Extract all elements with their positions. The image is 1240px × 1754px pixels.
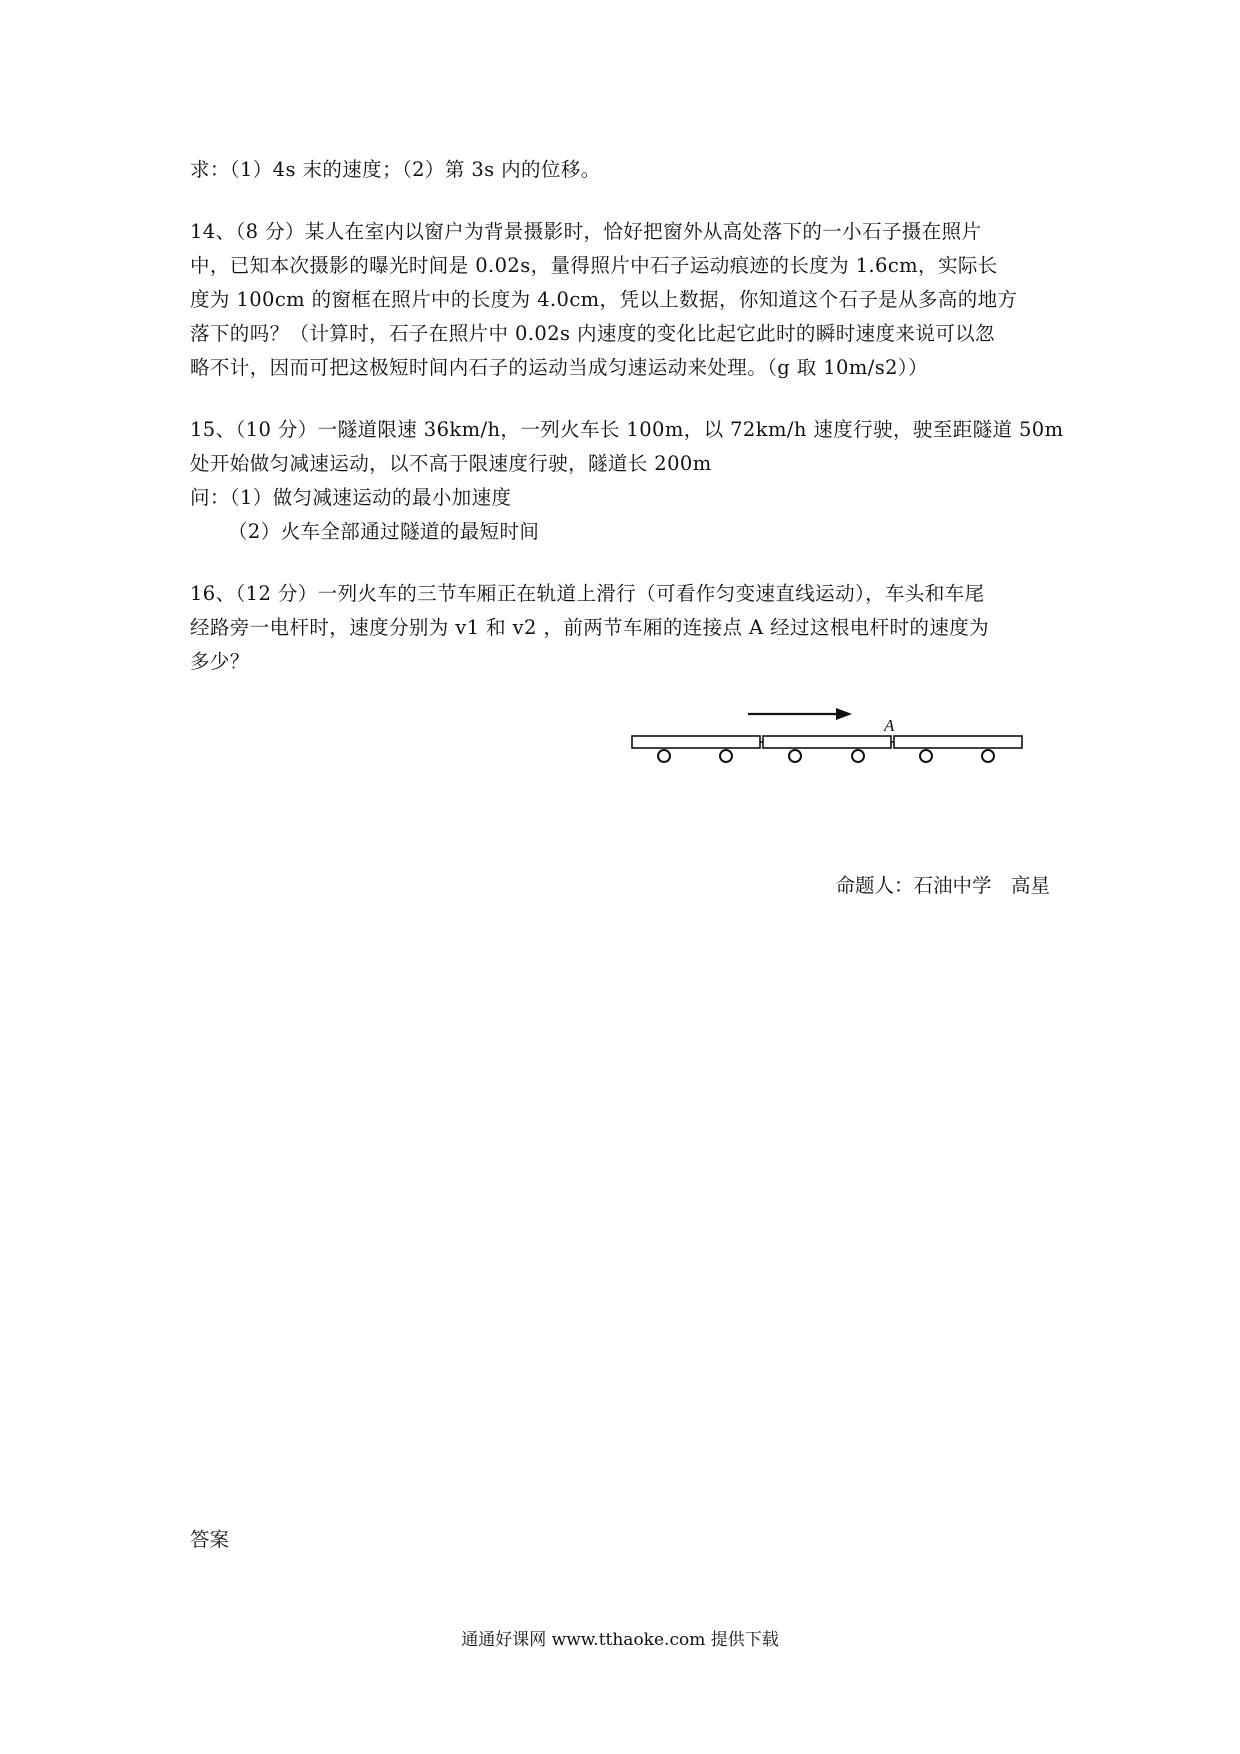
train-car-3 xyxy=(894,736,1022,748)
q14-line-4: 落下的吗？（计算时，石子在照片中 0.02s 内速度的变化比起它此时的瞬时速度来说可以忽 xyxy=(190,322,995,345)
author-credit: 命题人：石油中学 高星 xyxy=(835,874,1050,897)
q14-line-5: 略不计，因而可把这极短时间内石子的运动当成匀速运动来处理。（g 取 10m/s2）） xyxy=(190,356,928,379)
page-footer: 通通好课网 www.tthaoke.com 提供下载 xyxy=(461,1630,779,1650)
q16-line-1: 16、（12 分）一列火车的三节车厢正在轨道上滑行（可看作匀变速直线运动），车头和车尾 xyxy=(190,582,985,605)
q15-question-2: （2）火车全部通过隧道的最短时间 xyxy=(228,520,540,543)
q14-line-3: 度为 100cm 的窗框在照片中的长度为 4.0cm，凭以上数据，你知道这个石子是从多高的地方 xyxy=(190,288,1018,311)
q16-line-2: 经路旁一电杆时，速度分别为 v1 和 v2 ，前两节车厢的连接点 A 经过这根电杆时的速度为 xyxy=(190,616,990,639)
motion-arrow xyxy=(748,708,852,720)
q15-question-1: 问：（1）做匀减速运动的最小加速度 xyxy=(190,486,512,509)
q13-tail: 求：（1）4s 末的速度；（2）第 3s 内的位移。 xyxy=(190,158,601,181)
point-a-label: A xyxy=(884,716,895,735)
answer-heading: 答案 xyxy=(190,1528,230,1551)
wheels xyxy=(658,750,994,762)
q16-line-3: 多少？ xyxy=(190,650,250,673)
q14-line-2: 中，已知本次摄影的曝光时间是 0.02s，量得照片中石子运动痕迹的长度为 1.6cm，实际长 xyxy=(190,254,998,277)
q15-line-2: 处开始做匀减速运动，以不高于限速度行驶，隧道长 200m xyxy=(190,452,712,475)
train-car-2 xyxy=(763,736,891,748)
q15-line-1: 15、（10 分）一隧道限速 36km/h，一列火车长 100m，以 72km/h 速度行驶，驶至距隧道 50m xyxy=(190,418,1064,441)
train-diagram xyxy=(620,696,1040,766)
q14-line-1: 14、（8 分）某人在室内以窗户为背景摄影时，恰好把窗外从高处落下的一小石子摄在照片 xyxy=(190,220,982,243)
train-car-1 xyxy=(632,736,760,748)
